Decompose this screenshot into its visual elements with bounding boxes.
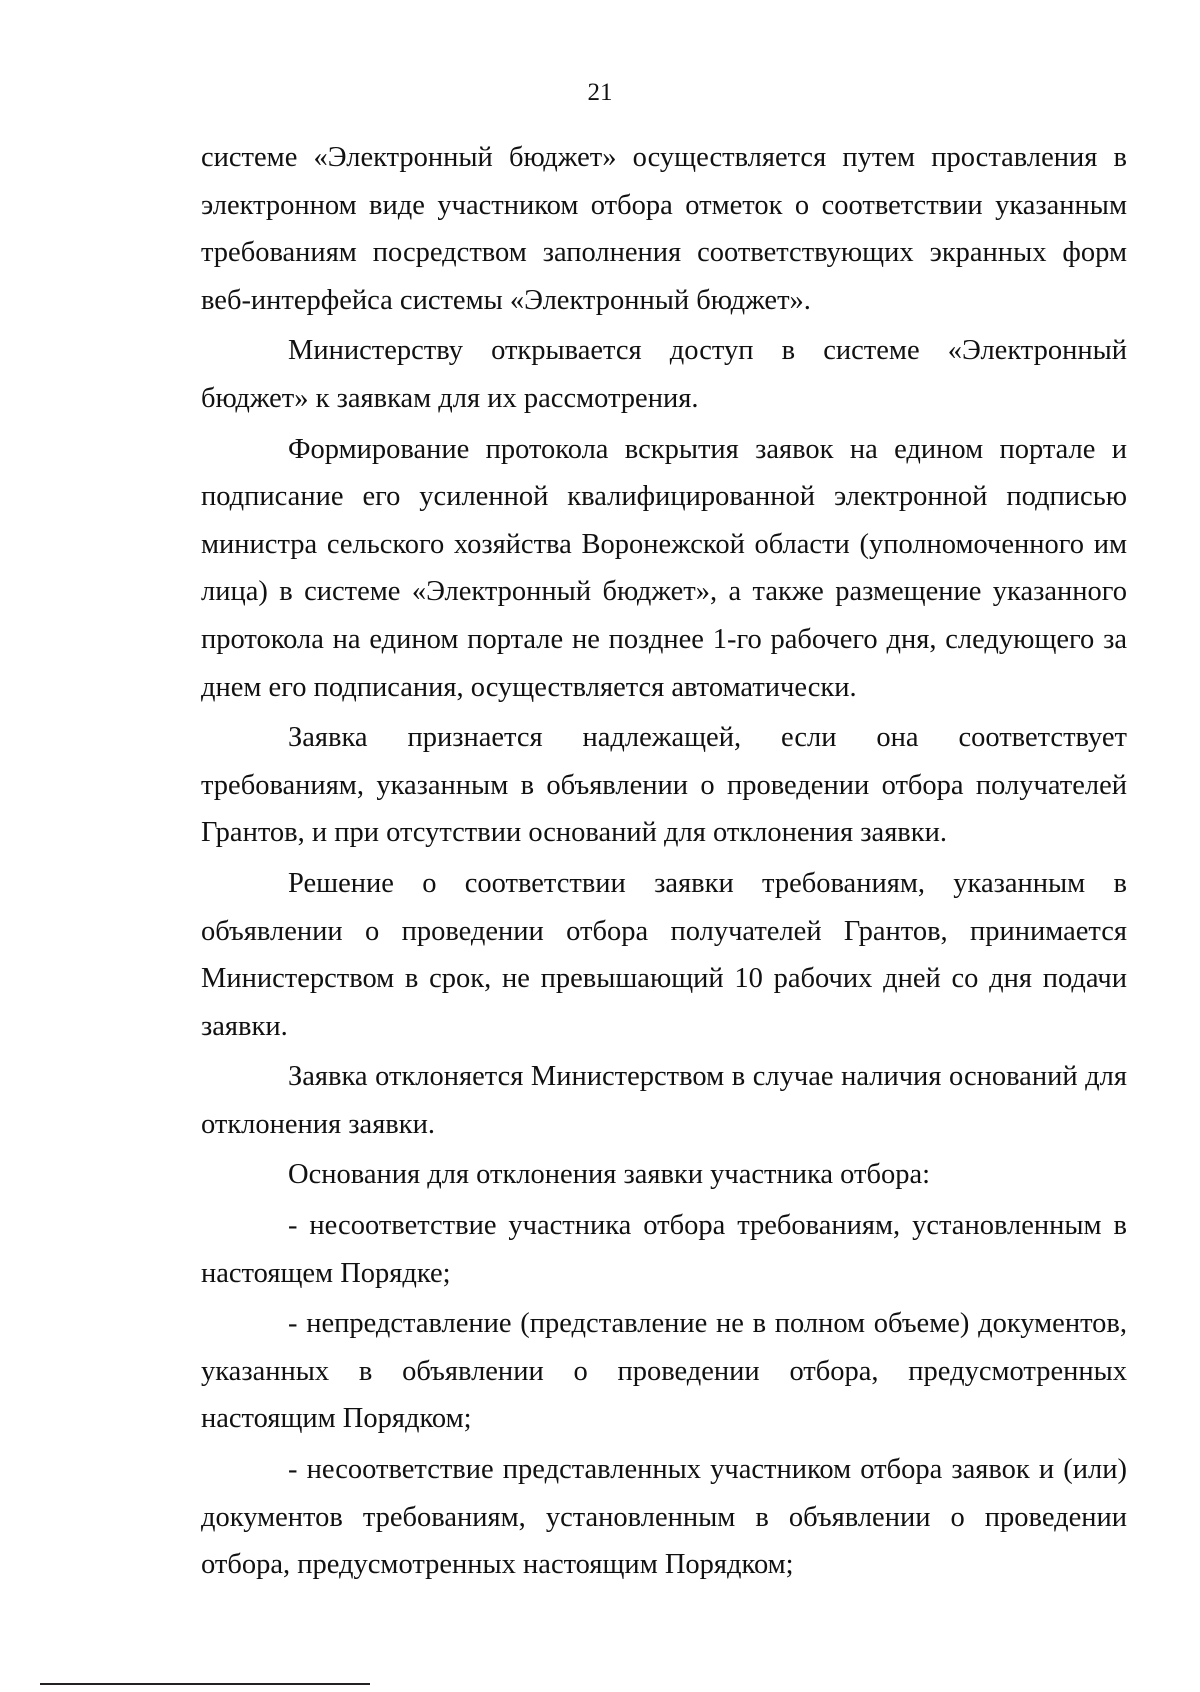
paragraph-opening-protocol: Формирование протокола вскрытия заявок на едином портале и подписание его усиленной квалифицированной электронной подписью министра сельского хозяйства Воронежской области (уполномоченного им лица) в системе «Электронный бюджет», а также размещение указанного протокола на едином портале не позднее 1-го рабочего дня, следующего за днем его подписания, осуществляется автоматически.	[201, 433, 1127, 703]
paragraph-application-proper: Заявка признается надлежащей, если она соответствует требованиям, указанным в объявлении о проведении отбора получателей Грантов, и при отсутствии оснований для отклонения заявки.	[201, 722, 1127, 849]
paragraph-ministry-access: Министерству открывается доступ в системе «Электронный бюджет» к заявкам для их рассмотрения.	[201, 335, 1127, 414]
document-body	[201, 134, 1127, 1592]
list-item-participant-mismatch: - несоответствие участника отбора требованиям, установленным в настоящем Порядке;	[201, 1210, 1127, 1289]
list-item-documents-missing: - непредставление (представление не в полном объеме) документов, указанных в объявлении о проведении отбора, предусмотренных настоящим Порядком;	[201, 1308, 1127, 1435]
paragraph-application-rejected: Заявка отклоняется Министерством в случае наличия оснований для отклонения заявки.	[201, 1061, 1127, 1140]
scan-edge-line	[40, 1683, 370, 1685]
paragraph-electronic-budget-marks: системе «Электронный бюджет» осуществляется путем проставления в электронном виде участником отбора отметок о соответствии указанным требованиям посредством заполнения соответствующих экранных форм веб-интерфейса системы «Электронный бюджет».	[201, 142, 1127, 316]
paragraph-rejection-grounds-heading: Основания для отклонения заявки участника отбора:	[288, 1159, 931, 1191]
list-item-documents-mismatch: - несоответствие представленных участником отбора заявок и (или) документов требованиям, установленным в объявлении о проведении отбора, предусмотренных настоящим Порядком;	[201, 1454, 1127, 1581]
paragraph-compliance-decision: Решение о соответствии заявки требованиям, указанным в объявлении о проведении отбора получателей Грантов, принимается Министерством в срок, не превышающий 10 рабочих дней со дня подачи заявки.	[201, 867, 1127, 1042]
page-number: 21	[587, 79, 613, 106]
